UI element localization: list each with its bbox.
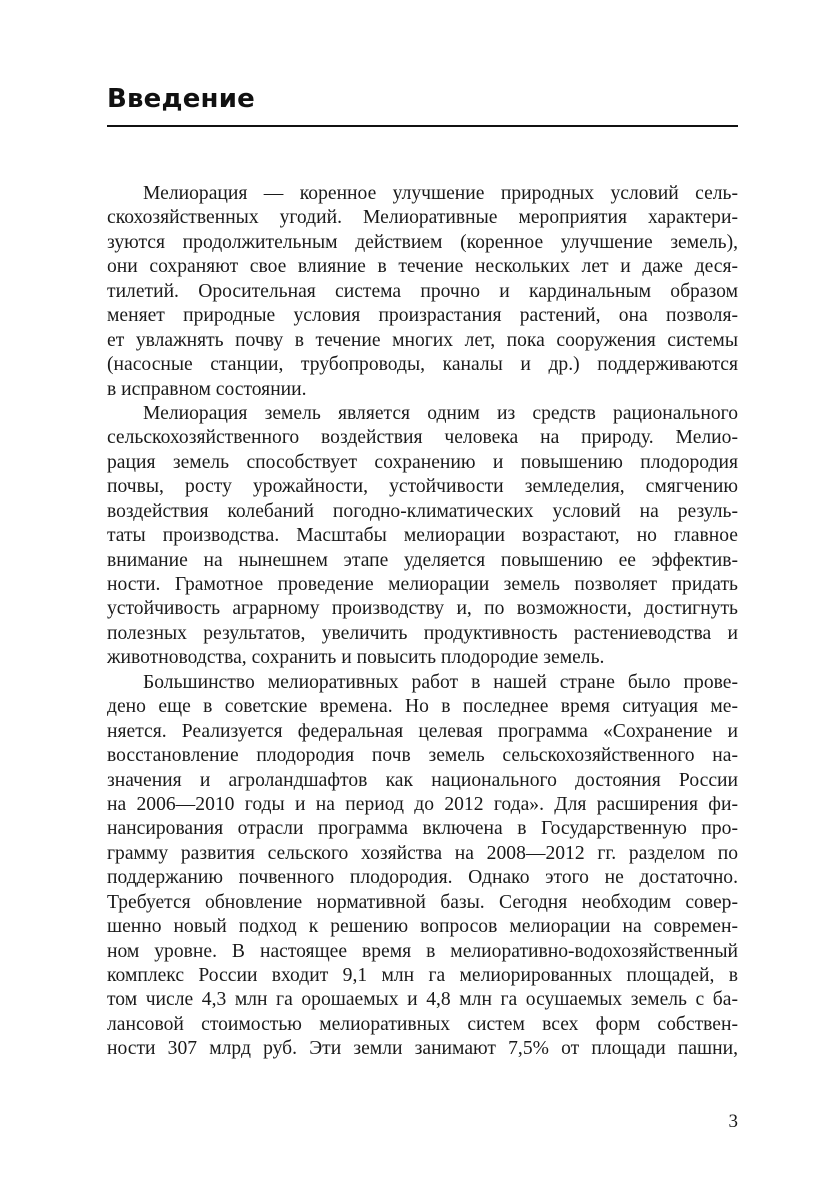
text-line: дено еще в советские времена. Но в последнее время ситуация ме- (107, 696, 738, 718)
paragraph (107, 671, 738, 1062)
text-line: восстановление плодородия почв земель сельскохозяйственного на- (107, 745, 738, 767)
text-line: почвы, росту урожайности, устойчивости земледелия, смягчению (107, 476, 738, 498)
text-line: ности. Грамотное проведение мелиорации земель позволяет придать (107, 574, 738, 595)
text-line: воздействия колебаний погодно-климатических условий на резуль- (107, 500, 738, 522)
text-line: няется. Реализуется федеральная целевая программа «Сохранение и (107, 720, 738, 742)
paragraph (107, 402, 738, 671)
text-line: грамму развития сельского хозяйства на 2008—2012 гг. разделом по (107, 842, 738, 864)
text-line: поддержанию почвенного плодородия. Однако этого не достаточно. (107, 867, 738, 889)
text-line: рация земель способствует сохранению и повышению плодородия (107, 451, 738, 473)
text-line: животноводства, сохранить и повысить плодородие земель. (107, 647, 605, 669)
text-line: устойчивость аграрному производству и, по возможности, достигнуть (107, 598, 738, 620)
text-line: внимание на нынешнем этапе уделяется повышению ее эффектив- (107, 549, 738, 571)
text-line: том числе 4,3 млн га орошаемых и 4,8 млн га осушаемых земель с ба- (107, 989, 738, 1011)
text-line: ном уровне. В настоящее время в мелиоративно-водохозяйственный (107, 940, 738, 962)
section-heading: Введение (107, 84, 255, 114)
text-line: Требуется обновление нормативной базы. Сегодня необходим совер- (107, 891, 738, 913)
text-line: скохозяйственных угодий. Мелиоративные мероприятия характери- (107, 207, 738, 229)
text-line: таты производства. Масштабы мелиорации возрастают, но главное (107, 525, 738, 547)
paragraph (107, 182, 738, 402)
heading-rule (107, 125, 738, 127)
text-line: зуются продолжительным действием (коренное улучшение земель), (107, 231, 738, 253)
text-line: полезных результатов, увеличить продуктивность растениеводства и (107, 622, 738, 644)
text-line: шенно новый подход к решению вопросов мелиорации на современ- (107, 916, 738, 938)
text-line: Мелиорация земель является одним из средств рационального (143, 402, 738, 424)
page-number: 3 (728, 1111, 738, 1132)
text-line: сельскохозяйственного воздействия человека на природу. Мелио- (107, 427, 738, 449)
text-line: тилетий. Оросительная система прочно и кардинальным образом (107, 280, 738, 302)
text-line: Большинство мелиоративных работ в нашей стране было прове- (143, 671, 738, 693)
text-line: комплекс России входит 9,1 млн га мелиорированных площадей, в (107, 965, 738, 986)
text-line: меняет природные условия произрастания растений, она позволя- (107, 305, 738, 327)
text-line: в исправном состоянии. (107, 378, 307, 400)
text-line: (насосные станции, трубопроводы, каналы и др.) поддерживаются (107, 354, 738, 376)
text-line: на 2006—2010 годы и на период до 2012 года». Для расширения фи- (107, 793, 738, 815)
text-line: они сохраняют свое влияние в течение нескольких лет и даже деся- (107, 256, 738, 278)
text-line: значения и агроландшафтов как национального достояния России (107, 769, 738, 791)
body-text (107, 182, 738, 1062)
text-line: нансирования отрасли программа включена в Государственную про- (107, 818, 738, 840)
text-line: Мелиорация — коренное улучшение природных условий сель- (143, 183, 738, 204)
text-line: ет увлажнять почву в течение многих лет, пока сооружения системы (107, 329, 738, 351)
text-line: ности 307 млрд руб. Эти земли занимают 7,5% от площади пашни, (107, 1038, 738, 1060)
text-line: лансовой стоимостью мелиоративных систем всех форм собствен- (107, 1013, 738, 1035)
